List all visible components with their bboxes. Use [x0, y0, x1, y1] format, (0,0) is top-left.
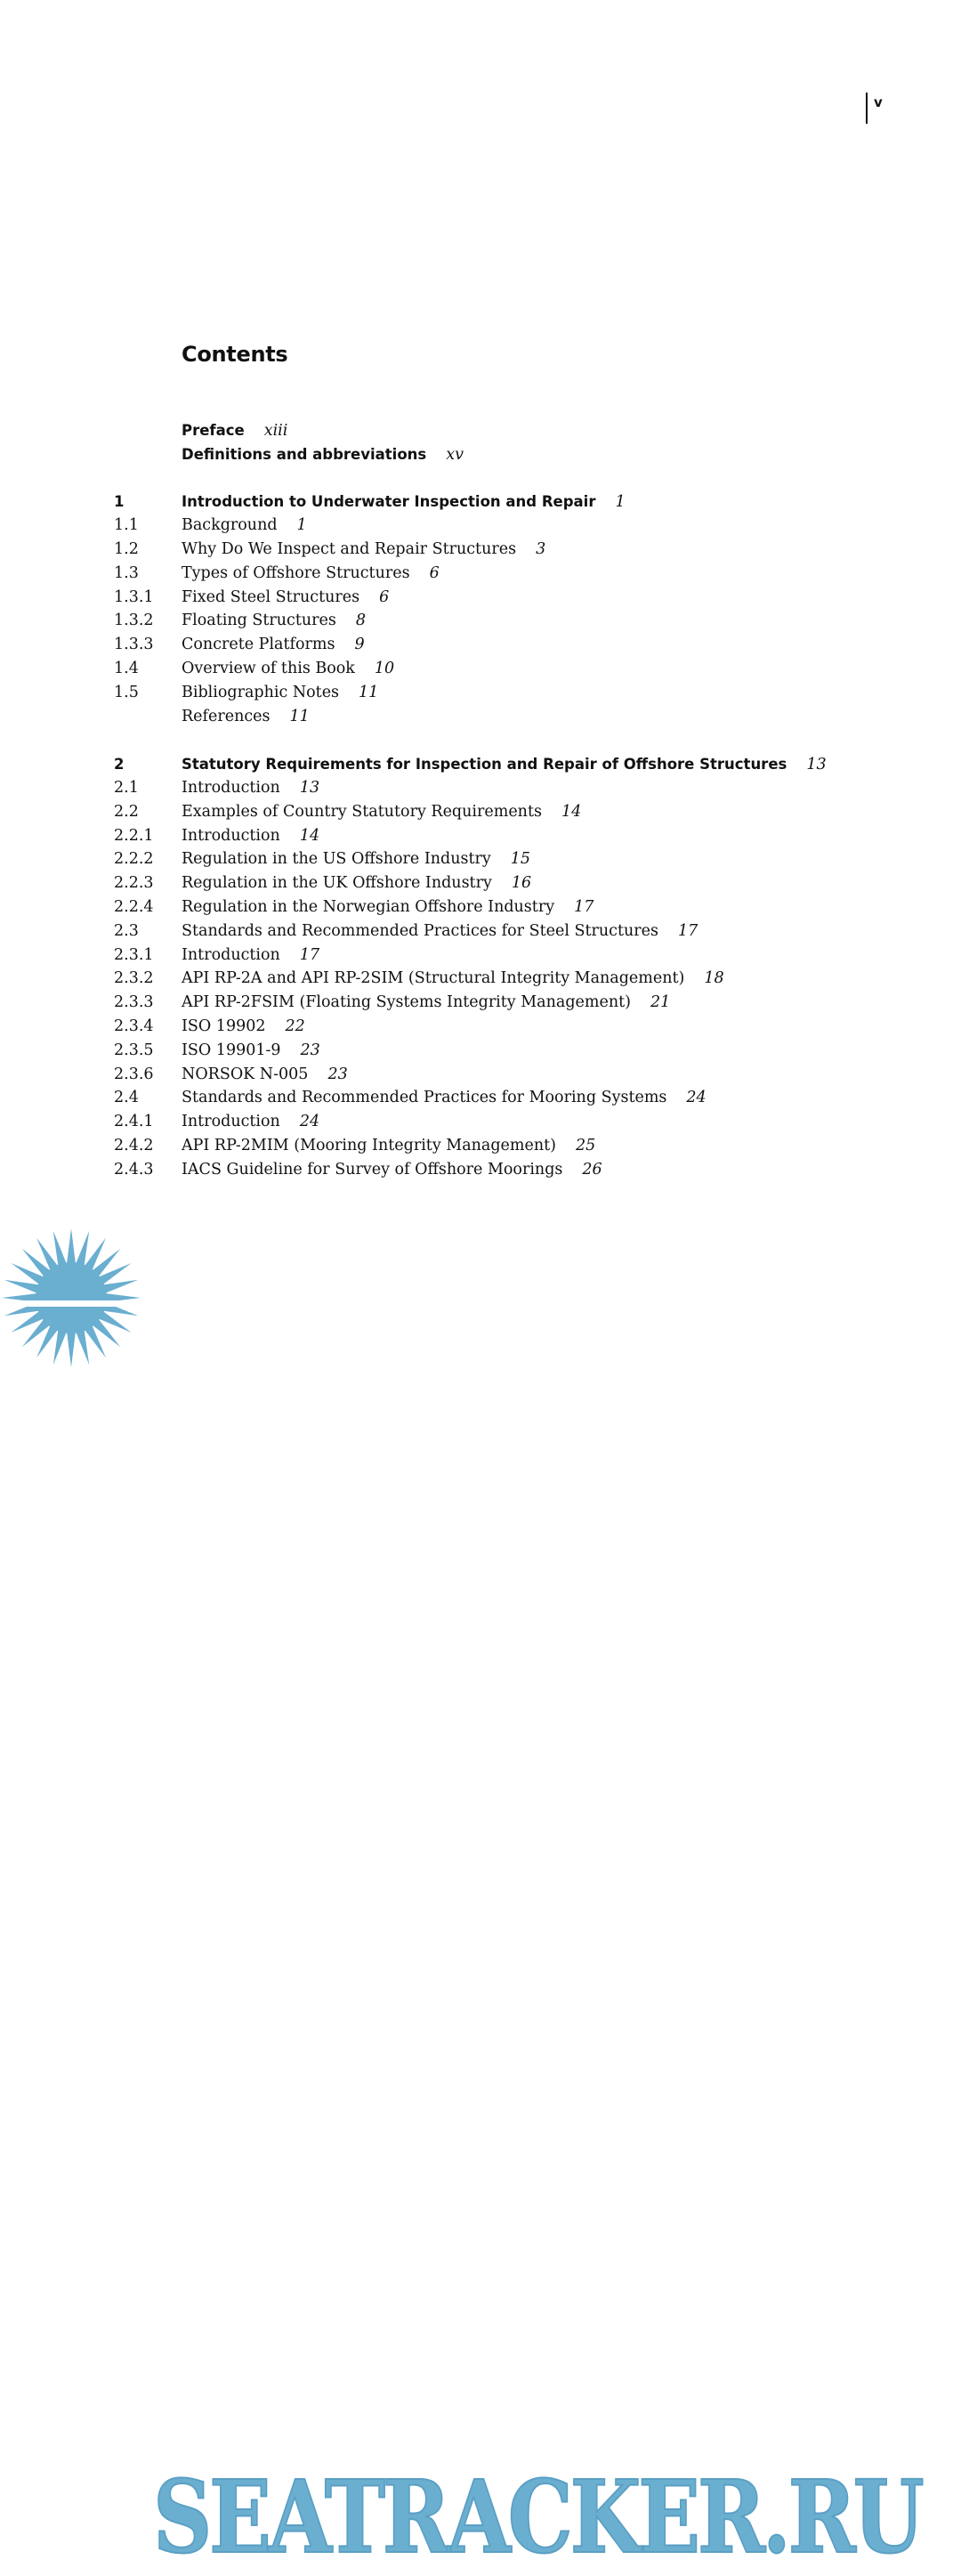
- entry-text: [182, 538, 545, 562]
- entry-page-number: 18: [704, 969, 724, 988]
- entry-page-number: 14: [299, 826, 320, 845]
- entry-number: 2.3.4: [114, 1017, 154, 1035]
- entry-page-number: 17: [574, 898, 594, 916]
- entry-page-number: xiii: [263, 422, 288, 440]
- entry-text: [182, 871, 531, 895]
- entry-number: 2.3.3: [114, 993, 154, 1012]
- entry-text: [182, 752, 827, 777]
- entry-title: Types of Offshore Structures: [182, 563, 410, 582]
- entry-title: Introduction: [182, 826, 280, 845]
- entry-number: 1.3.2: [114, 612, 154, 630]
- entry-title: Definitions and abbreviations: [182, 445, 427, 463]
- entry-text: [182, 1134, 595, 1158]
- entry-page-number: 25: [575, 1137, 596, 1154]
- entry-number: 2.2.3: [114, 874, 154, 893]
- entry-title: IACS Guideline for Survey of Offshore Moorings: [182, 1160, 563, 1179]
- entry-title: Regulation in the Norwegian Offshore Industry: [182, 898, 555, 916]
- entry-title: Concrete Platforms: [182, 636, 335, 654]
- entry-number: 2.4.1: [114, 1113, 154, 1131]
- entry-number: 1.3.3: [114, 636, 154, 654]
- entry-page-number: 11: [289, 707, 310, 725]
- entry-number: 2.3: [114, 921, 139, 940]
- entry-page-number: 26: [582, 1160, 602, 1179]
- entry-title: Regulation in the UK Offshore Industry: [182, 874, 492, 893]
- entry-title: Fixed Steel Structures: [182, 587, 360, 606]
- entry-title: NORSOK N-005: [182, 1065, 309, 1083]
- entry-title: API RP-2A and API RP-2SIM (Structural Integrity Management): [182, 969, 685, 988]
- entry-number: 1.5: [114, 683, 139, 701]
- entry-page-number: 24: [299, 1113, 320, 1131]
- entry-text: [182, 824, 319, 848]
- entry-text: [182, 1039, 320, 1063]
- entry-page-number: 16: [511, 874, 532, 893]
- entry-title: Standards and Recommended Practices for Steel Structures: [182, 921, 658, 940]
- entry-number: 2.3.1: [114, 945, 154, 964]
- entry-text: [182, 919, 698, 944]
- entry-title: Regulation in the US Offshore Industry: [182, 850, 491, 869]
- entry-page-number: 22: [285, 1017, 305, 1035]
- entry-title: Overview of this Book: [182, 660, 355, 677]
- entry-number: 2.2.1: [114, 826, 154, 845]
- entry-title: ISO 19902: [182, 1017, 266, 1035]
- entry-page-number: xv: [446, 445, 464, 464]
- entry-number: 2.2.2: [114, 850, 154, 869]
- entry-number: 2.4: [114, 1089, 139, 1107]
- entry-page-number: 17: [299, 945, 320, 964]
- entry-text: [182, 657, 394, 681]
- entry-text: [182, 514, 307, 538]
- entry-text: [182, 1063, 348, 1087]
- entry-number: 2.4.2: [114, 1137, 154, 1154]
- entry-number: 1.2: [114, 540, 139, 558]
- page-number: v: [874, 94, 883, 110]
- watermark-text: SEATRACKER.RU: [153, 2459, 922, 2576]
- entry-number: 2.1: [114, 779, 139, 797]
- entry-text: [182, 562, 440, 586]
- entry-text: [182, 609, 366, 633]
- page-title: Contents: [182, 342, 288, 367]
- entry-title: Background: [182, 516, 278, 535]
- entry-page-number: 14: [561, 802, 582, 821]
- entry-text: [182, 442, 464, 467]
- entry-number: 2.3.5: [114, 1041, 154, 1059]
- entry-text: [182, 681, 378, 705]
- entry-title: ISO 19901-9: [182, 1041, 281, 1059]
- entry-text: [182, 944, 319, 968]
- entry-title: Why Do We Inspect and Repair Structures: [182, 540, 517, 558]
- entry-page-number: 8: [355, 612, 366, 630]
- entry-title: Bibliographic Notes: [182, 683, 340, 701]
- entry-text: [182, 490, 626, 514]
- entry-number: 1: [114, 493, 125, 511]
- entry-title: Introduction: [182, 945, 280, 964]
- entry-page-number: 6: [379, 587, 390, 606]
- entry-text: [182, 800, 581, 824]
- entry-title: Standards and Recommended Practices for Mooring Systems: [182, 1089, 667, 1107]
- entry-page-number: 13: [806, 756, 827, 774]
- entry-title: API RP-2MIM (Mooring Integrity Management): [182, 1137, 556, 1154]
- entry-page-number: 17: [677, 921, 699, 940]
- entry-text: [182, 586, 389, 610]
- entry-number: 2.3.6: [114, 1065, 154, 1083]
- entry-number: 1.4: [114, 660, 139, 677]
- entry-title: Examples of Country Statutory Requirements: [182, 802, 542, 821]
- entry-page-number: 6: [429, 563, 440, 582]
- watermark: [0, 1227, 961, 2576]
- entry-page-number: 23: [300, 1041, 320, 1059]
- entry-page-number: 23: [327, 1065, 348, 1083]
- entry-page-number: 3: [536, 540, 546, 558]
- horizon-line: [18, 1300, 125, 1307]
- entry-page-number: 9: [354, 636, 365, 654]
- entry-text: [182, 1015, 305, 1039]
- entry-page-number: 24: [686, 1089, 707, 1107]
- entry-number: 2.2: [114, 802, 139, 821]
- entry-text: [182, 418, 287, 443]
- entry-text: [182, 705, 310, 729]
- sun-logo-icon: [0, 1227, 151, 1370]
- entry-title: Statutory Requirements for Inspection and Repair of Offshore Structures: [182, 756, 787, 774]
- entry-page-number: 1: [615, 493, 626, 512]
- entry-title: Introduction: [182, 1113, 280, 1131]
- sun-disc: [36, 1262, 107, 1333]
- entry-page-number: 21: [650, 993, 671, 1012]
- entry-text: [182, 895, 594, 919]
- entry-text: [182, 847, 530, 871]
- entry-number: 1.3: [114, 563, 139, 582]
- entry-text: [182, 1158, 602, 1182]
- entry-page-number: 11: [359, 683, 379, 701]
- entry-title: Preface: [182, 422, 245, 439]
- entry-title: Introduction to Underwater Inspection and Repair: [182, 493, 596, 511]
- entry-page-number: 13: [299, 779, 320, 797]
- entry-number: 1.3.1: [114, 587, 154, 606]
- entry-title: Introduction: [182, 779, 280, 797]
- entry-number: 2: [114, 756, 125, 774]
- entry-page-number: 10: [374, 660, 395, 677]
- entry-text: [182, 967, 724, 991]
- entry-page-number: 1: [296, 516, 307, 535]
- entry-page-number: 15: [510, 850, 531, 869]
- entry-number: 2.3.2: [114, 969, 154, 988]
- entry-text: [182, 776, 319, 800]
- entry-title: API RP-2FSIM (Floating Systems Integrity Management): [182, 993, 631, 1012]
- entry-number: 1.1: [114, 516, 139, 535]
- entry-number: 2.2.4: [114, 898, 154, 916]
- entry-text: [182, 1086, 707, 1110]
- entry-text: [182, 633, 365, 657]
- entry-title: References: [182, 707, 271, 725]
- entry-title: Floating Structures: [182, 612, 336, 630]
- page-marker-rule: [866, 93, 868, 124]
- entry-number: 2.4.3: [114, 1160, 154, 1179]
- entry-text: [182, 991, 670, 1015]
- entry-text: [182, 1110, 319, 1134]
